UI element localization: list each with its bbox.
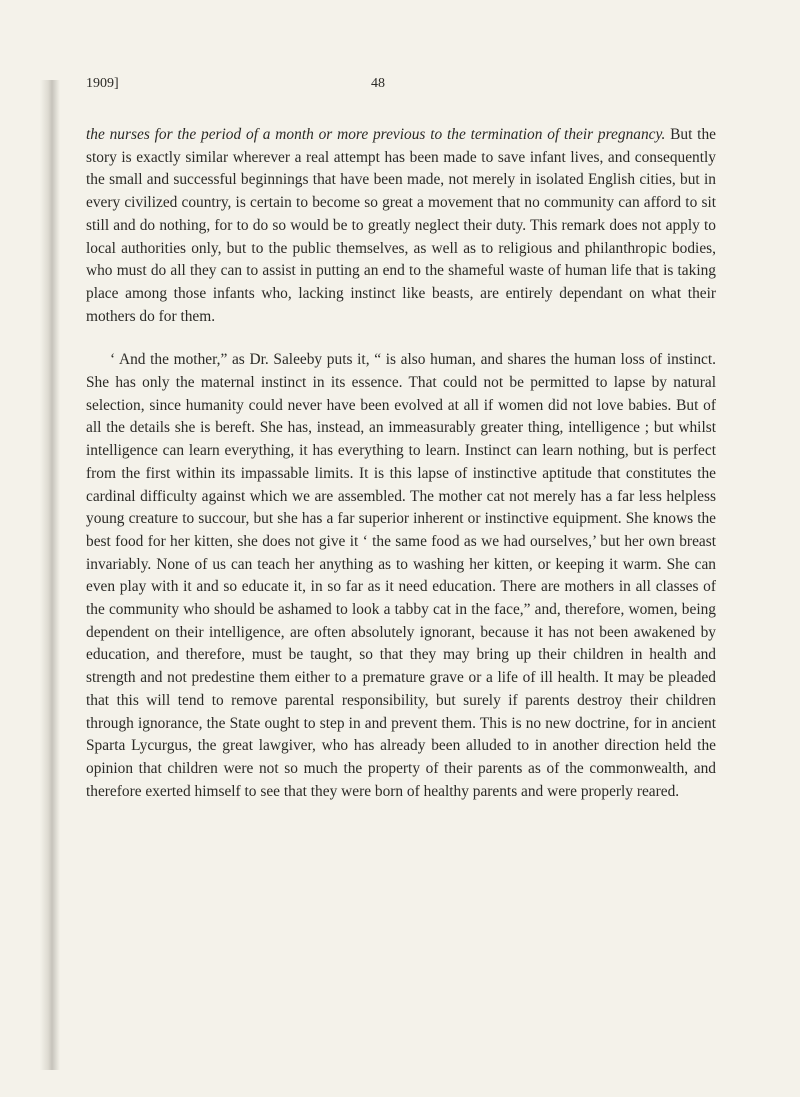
body-text [86,124,716,803]
paragraph-1 [86,124,716,328]
paragraph-2-text: ‘ And the mother,” as Dr. Saleeby puts it, “ is also human, and shares the human loss of instinct. She has only the maternal instinct in its essence. That could not be permitted to lapse by natural selection, since humanity could never have been evolved at all if women did not love babies. But of all the details she is bereft. She has, instead, an immeasurably greater thing, intelligence ; but whilst intelligence can learn everything, it has everything to learn. Instinct can learn nothing, but is perfect from the first within its impassable limits. It is this lapse of instinctive aptitude that constitutes the cardinal difficulty against which we are assembled. The mother cat not merely has a far less helpless young creature to succour, but she has a far superior inherent or instinctive equipment. She knows the best food for her kitten, she does not give it ‘ the same food as we had ourselves,’ but her own breast invariably. None of us can teach her anything as to washing her kitten, or keeping it warm. She can even play with it and so educate it, in so far as it need education. There are mothers in all classes of the community who should be ashamed to look a tabby cat in the face,” and, therefore, women, being dependent on their intelligence, are often absolutely ignorant, because it has not been awakened by education, and therefore, must be taught, so that they may bring up their children in health and strength and not predestine them either to a premature grave or a life of ill health. It may be pleaded that this will tend to remove parental responsibility, but surely if parents destroy their children through ignorance, the State ought to step in and prevent them. This is no new doctrine, for in ancient Sparta Lycurgus, the great lawgiver, who has already been alluded to in another direction held the opinion that children were not so much the property of their parents as of the commonwealth, and therefore exerted himself to see that they were born of healthy parents and were properly reared. [86,351,716,800]
paragraph-1-text: But the story is exactly similar wherever a real attempt has been made to save infant lives, and consequently the small and successful beginnings that have been made, not merely in isolated English cities, but in every civilized country, is certain to become so great a movement that no community can afford to sit still and do nothing, for to do so would be to greatly neglect their duty. This remark does not apply to local authorities only, but to the public themselves, as well as to religious and philanthropic bodies, who must do all they can to assist in putting an end to the shameful waste of human life that is taking place among those infants who, lacking instinct like beasts, are entirely dependant on what their mothers do for them. [86,126,716,325]
page-number: 48 [371,76,385,91]
header-year: 1909] [86,76,119,91]
paragraph-2 [86,349,716,803]
binding-gutter [40,80,60,1070]
page-header [86,76,716,100]
paragraph-1-italic-lead: the nurses for the period of a month or more previous to the termination of their pregnancy. [86,126,666,143]
